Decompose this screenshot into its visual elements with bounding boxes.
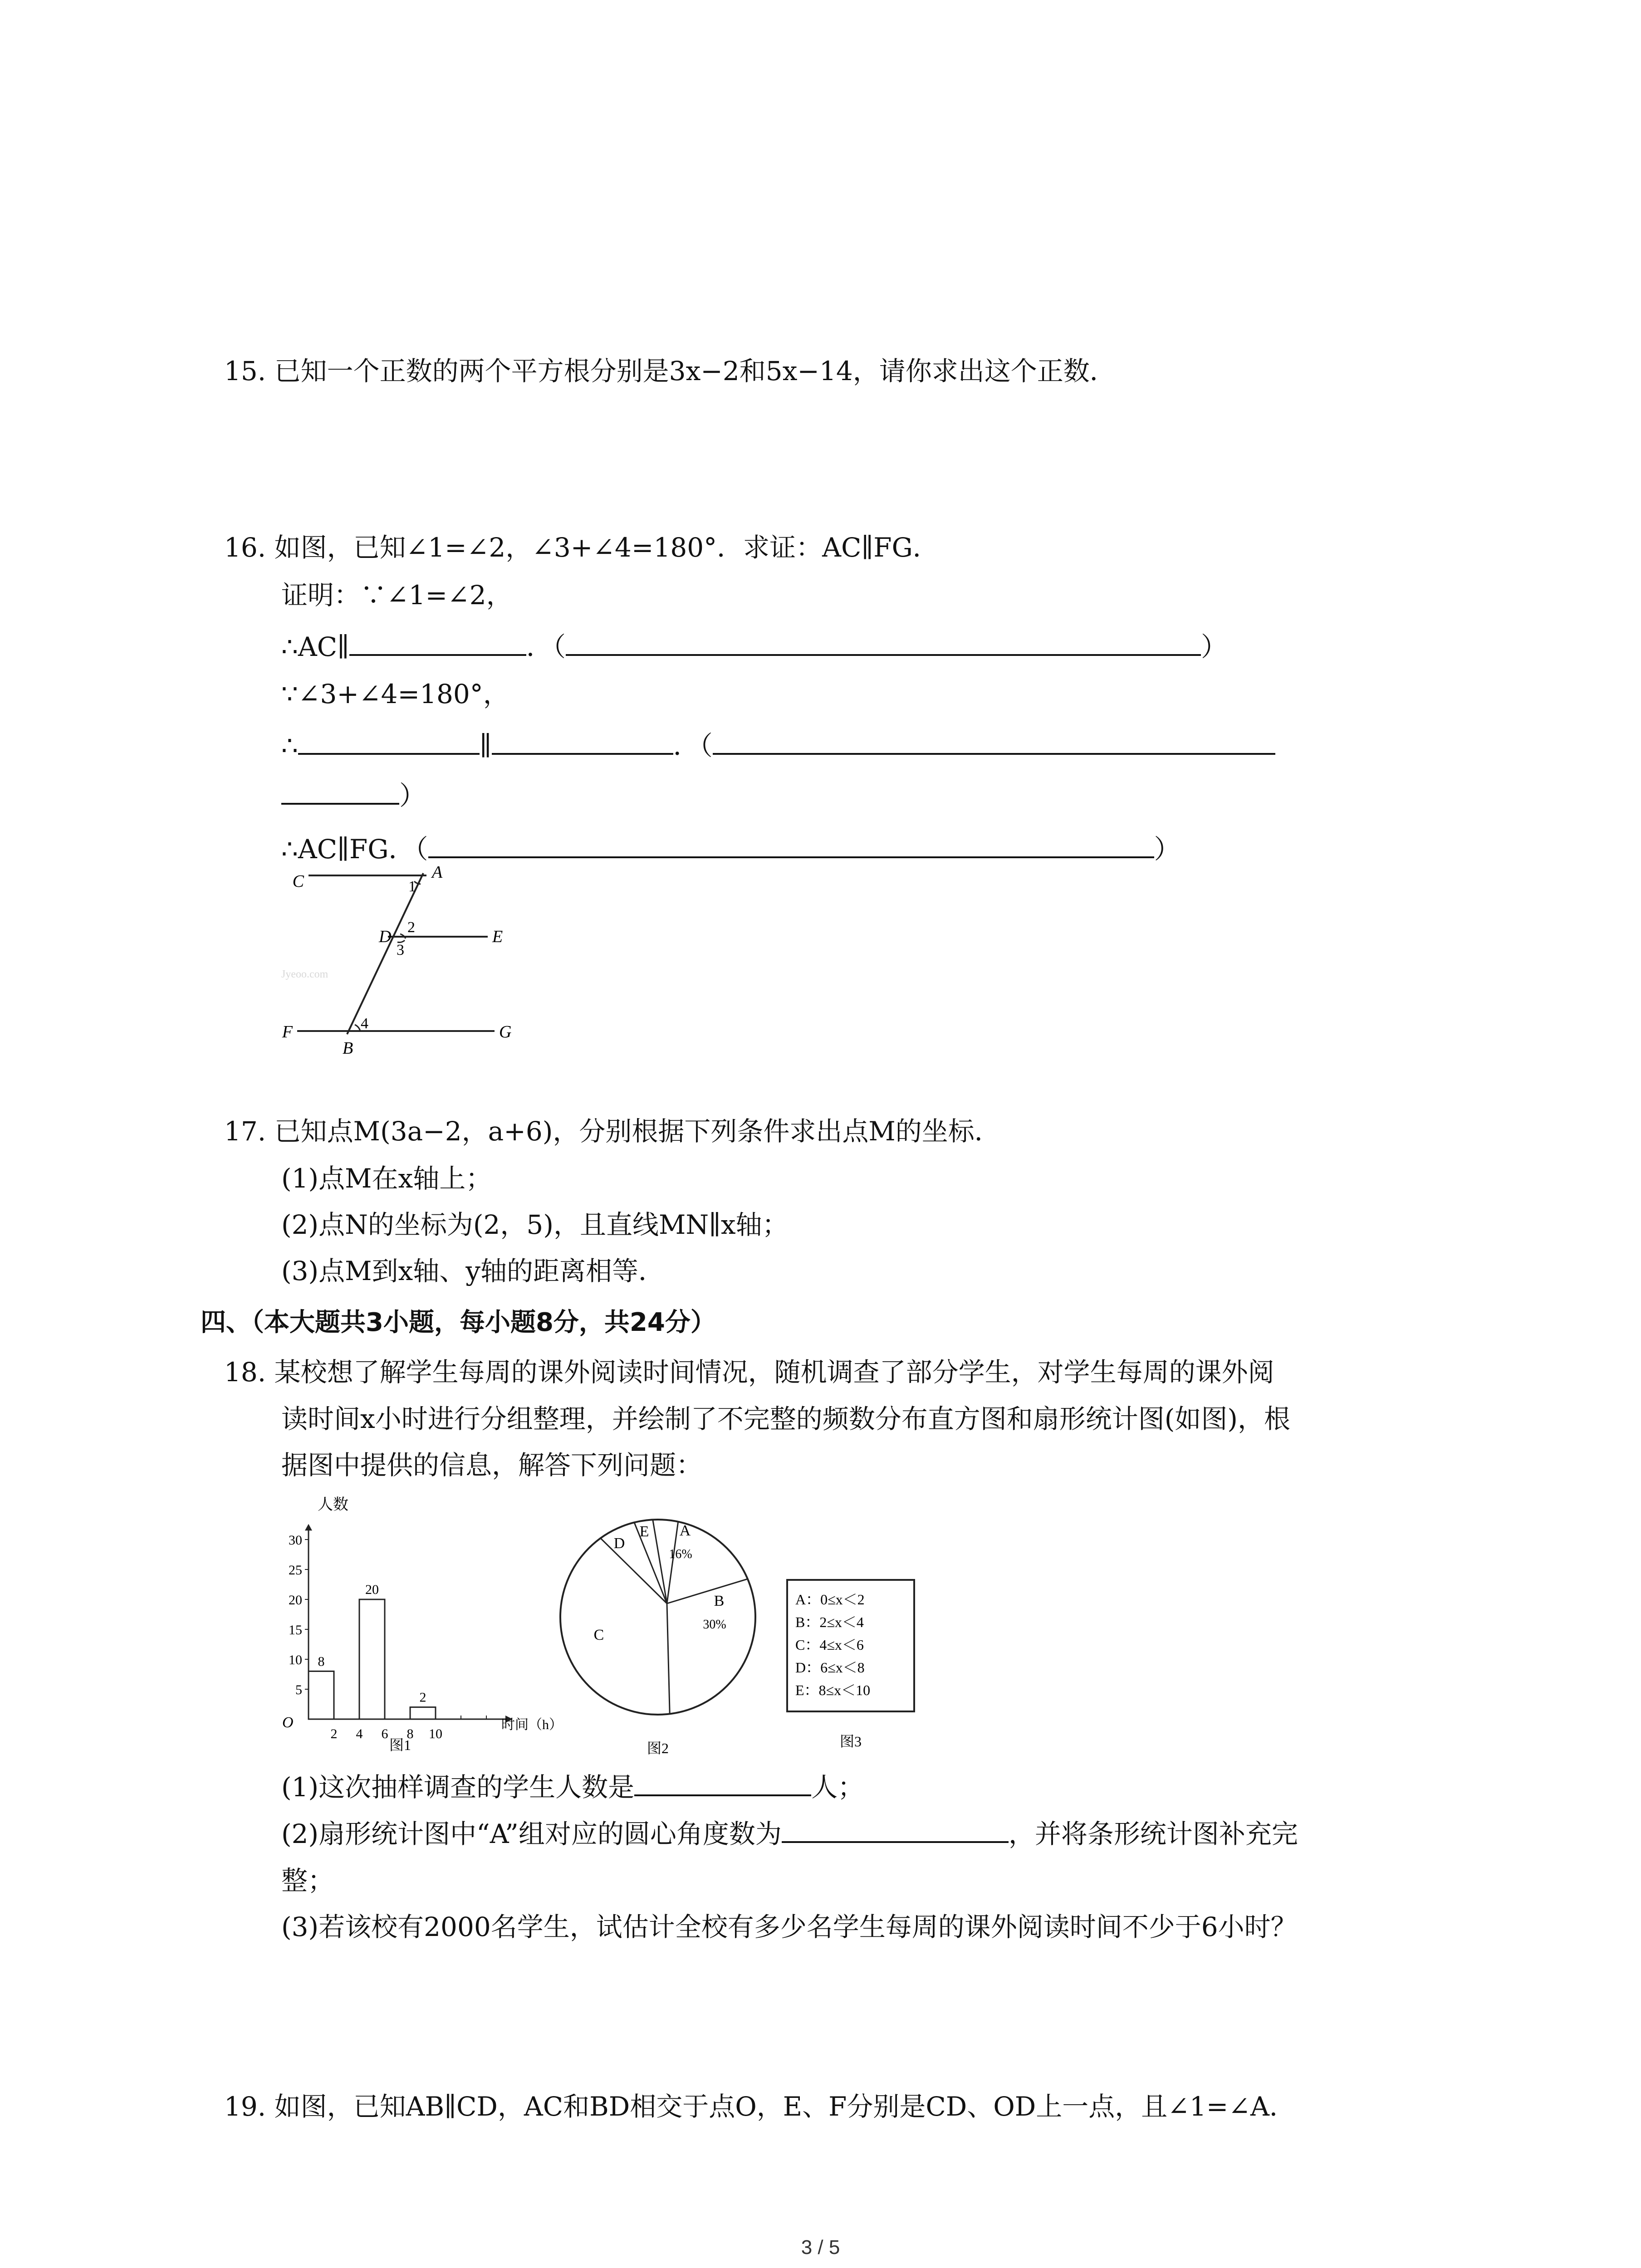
reason-blank-continued[interactable] [281, 777, 399, 805]
question-18-line-3: 据图中提供的信息，解答下列问题： [281, 1450, 703, 1481]
pie-figure-2 [554, 1508, 780, 1762]
legend-figure-3 [783, 1576, 919, 1758]
line-ab [347, 873, 423, 1034]
histogram-bar [410, 1707, 436, 1719]
pie-slice-percent: 16% [669, 1547, 692, 1561]
label-d: D [379, 927, 392, 946]
reason-blank[interactable] [713, 728, 1275, 755]
question-18-line-1: 18. 某校想了解学生每周的课外阅读时间情况，随机调查了部分学生，对学生每周的课外阅 [224, 1357, 1274, 1388]
y-tick-label: 10 [289, 1652, 302, 1667]
page-number: 3 / 5 [801, 2236, 840, 2258]
x-tick-label: 10 [429, 1726, 442, 1741]
label-f: F [282, 1022, 293, 1041]
pie-slice-label: D [613, 1535, 625, 1552]
q17-part-2: (2)点N的坐标为(2，5)，且直线MN∥x轴； [281, 1209, 789, 1240]
y-tick-label: 25 [289, 1563, 302, 1578]
figure-1-caption: 图1 [389, 1737, 411, 1753]
pie-slices [560, 1520, 755, 1715]
q16-proof-start: 证明：∵∠1=∠2， [281, 580, 513, 611]
histogram-x-label: 时间（h） [501, 1717, 563, 1732]
section-4-title: 四、（本大题共3小题，每小题8分，共24分） [201, 1308, 716, 1337]
watermark: Jyeoo.com [281, 968, 328, 980]
reason-blank[interactable] [428, 831, 1154, 858]
legend-row: A：0≤x＜2 [795, 1591, 865, 1608]
pie-slice-percent: 30% [703, 1618, 726, 1632]
x-tick-label: 8 [407, 1726, 414, 1741]
legend-row: E：8≤x＜10 [795, 1682, 871, 1698]
q16-step-3: ∴ ∥ ．（ [281, 728, 1275, 764]
figure-2-caption: 图2 [647, 1740, 669, 1756]
label-e: E [492, 927, 503, 946]
y-tick-label: 20 [289, 1593, 302, 1608]
label-3: 3 [397, 942, 404, 958]
figure-3-caption: 图3 [839, 1733, 862, 1750]
question-19: 19. 如图，已知AB∥CD，AC和BD相交于点O，E、F分别是CD、OD上一点，且∠1=∠A． [224, 2091, 1296, 2122]
pie-slice-label: A [679, 1522, 691, 1539]
legend-row: B：2≤x＜4 [795, 1614, 864, 1630]
y-tick-label: 15 [289, 1623, 302, 1637]
y-tick-label: 30 [289, 1533, 302, 1548]
q16-step-1: ∴AC∥ ．（ ） [281, 629, 1227, 665]
histogram-bar [359, 1599, 385, 1719]
x-tick-label: 4 [356, 1726, 363, 1741]
legend-rows [795, 1591, 870, 1698]
y-tick-label: 5 [295, 1682, 302, 1697]
question-17-stem: 17. 已知点M(3a−2，a+6)，分别根据下列条件求出点M的坐标． [224, 1116, 1001, 1147]
q16-step-2: ∵∠3+∠4=180°， [281, 679, 509, 709]
histogram-bar [309, 1671, 334, 1719]
x-tick-label: 6 [381, 1726, 388, 1741]
y-axis-arrow [305, 1524, 312, 1531]
answer-blank[interactable] [634, 1769, 811, 1796]
bar-value-label: 20 [365, 1582, 379, 1597]
pie-slice-label: E [639, 1523, 649, 1540]
legend-row: D：6≤x＜8 [795, 1659, 865, 1676]
q16-step-4: ∴AC∥FG．（ ） [281, 831, 1181, 867]
q17-part-3: (3)点M到x轴、y轴的距离相等． [281, 1256, 665, 1286]
x-tick-label: 2 [330, 1726, 338, 1741]
label-4: 4 [361, 1015, 368, 1032]
angle-4-arc [355, 1025, 360, 1031]
reason-blank[interactable] [566, 629, 1201, 656]
pie-slice-label: C [593, 1627, 604, 1643]
q18-part-2-cont: 整； [281, 1865, 334, 1896]
histogram-figure-1 [272, 1492, 563, 1765]
question-16-stem: 16. 如图，已知∠1=∠2，∠3+∠4=180°．求证：AC∥FG． [224, 532, 939, 563]
histogram-origin: O [282, 1714, 294, 1731]
label-b: B [343, 1039, 353, 1058]
answer-blank[interactable] [298, 728, 480, 755]
q18-part-3: (3)若该校有2000名学生，试估计全校有多少名学生每周的课外阅读时间不少于6小时？ [281, 1911, 1297, 1942]
answer-blank[interactable] [492, 728, 673, 755]
answer-blank[interactable] [349, 629, 526, 656]
label-g: G [499, 1022, 512, 1041]
bar-value-label: 2 [419, 1690, 426, 1705]
legend-row: C：4≤x＜6 [795, 1637, 864, 1653]
q16-step-3-cont: ） [281, 777, 426, 814]
label-a: A [432, 864, 443, 882]
label-c: C [292, 872, 304, 891]
geometry-figure-q16 [272, 864, 526, 1064]
q17-part-1: (1)点M在x轴上； [281, 1163, 492, 1194]
question-18-line-2: 读时间x小时进行分组整理，并绘制了不完整的频数分布直方图和扇形统计图(如图)，根 [281, 1403, 1290, 1434]
label-1: 1 [408, 878, 416, 895]
answer-blank[interactable] [782, 1816, 1009, 1843]
pie-slice-label: B [714, 1593, 725, 1609]
bar-value-label: 8 [318, 1654, 325, 1669]
q18-part-2: (2)扇形统计图中“A”组对应的圆心角度数为 ，并将条形统计图补充完 [281, 1816, 1298, 1852]
label-2: 2 [407, 919, 415, 936]
histogram-bars [309, 1582, 436, 1719]
histogram-y-label: 人数 [318, 1496, 348, 1513]
q18-part-1: (1)这次抽样调查的学生人数是 人； [281, 1769, 864, 1805]
question-15: 15. 已知一个正数的两个平方根分别是3x−2和5x−14，请你求出这个正数． [224, 356, 1116, 386]
